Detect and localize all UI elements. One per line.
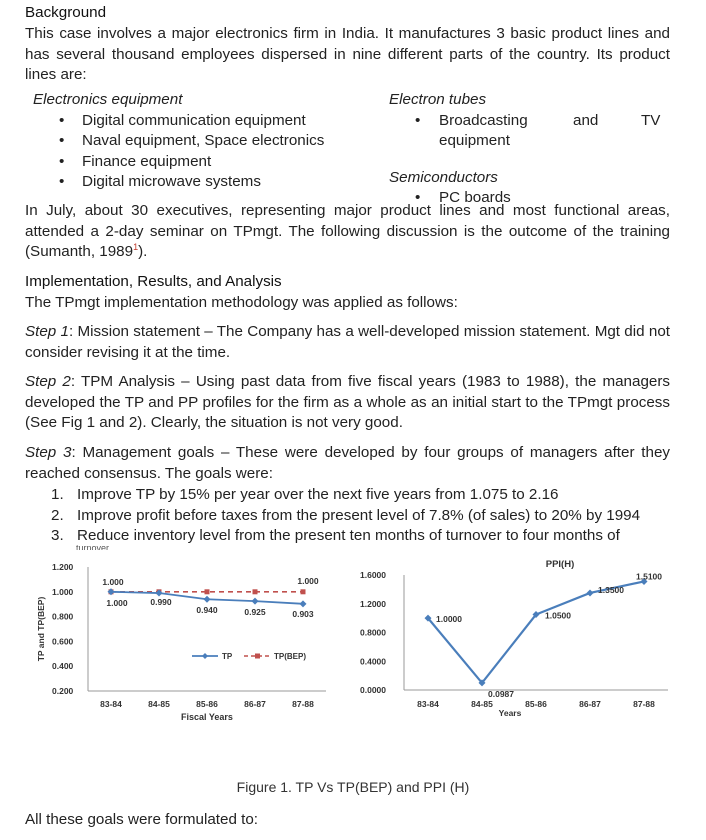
x-tick-label: 87-88: [633, 699, 655, 709]
x-tick-label: 86-87: [244, 699, 266, 709]
ppi-chart: [358, 555, 678, 730]
data-point-tp: [252, 598, 259, 605]
data-label-tp: 0.903: [292, 608, 314, 619]
y-tick-label: 1.6000: [360, 570, 386, 580]
y-tick-label: 0.400: [52, 661, 74, 672]
x-axis-title: Fiscal Years: [181, 712, 233, 722]
data-label-ppi: 1.0500: [545, 610, 571, 621]
x-tick-label: 83-84: [100, 699, 122, 709]
y-tick-label: 0.600: [52, 636, 74, 647]
data-label-ppi: 1.3500: [598, 584, 624, 595]
step-2-paragraph: Step 2: TPM Analysis – Using past data from five fiscal years (1983 to 1988), the managers developed the TP and PP profiles for the firm as a whole as an initial start to the TPmgt process (See Fig 1 and 2). Clearly, the situation is not very good.: [25, 373, 670, 431]
data-point-tp-bep: [253, 589, 258, 594]
list-item: • Broadcasting and TV equipment: [415, 111, 661, 149]
y-tick-label: 0.8000: [360, 627, 386, 638]
electron-tubes-title: Electron tubes: [389, 91, 487, 108]
data-label-tp: 1.000: [106, 597, 128, 608]
list-item: • Naval equipment, Space electronics: [55, 131, 373, 152]
background-paragraph: This case involves a major electronics firm in India. It manufactures 3 basic product lines and has several thousand employees dispersed in nine different parts of the country. Its product lines are:: [25, 25, 670, 83]
x-tick-label: 86-87: [579, 699, 601, 709]
series-line-ppi: [428, 581, 644, 682]
x-tick-label: 85-86: [525, 699, 547, 709]
data-point-tp: [204, 596, 211, 603]
semiconductors-title: Semiconductors: [389, 168, 498, 186]
step-1-paragraph: Step 1: Mission statement – The Company has a well-developed mission statement. Mgt did not consider revising it at the time.: [25, 323, 670, 361]
list-item: • Digital communication equipment: [55, 111, 373, 132]
y-tick-label: 1.000: [52, 586, 74, 597]
seminar-paragraph: In July, about 30 executives, representing major product lines and most functional areas, attended a 2-day seminar on TPmgt. The following discussion is the outcome of the training (Sumanth, 1989$^1$).: [25, 202, 670, 260]
electronics-equipment-title: Electronics equipment: [33, 91, 183, 108]
x-tick-label: 84-85: [148, 699, 170, 709]
list-item: 1. Improve TP by 15% per year over the next five years from 1.075 to 2.16: [51, 486, 559, 503]
x-tick-label: 84-85: [471, 699, 493, 709]
y-tick-label: 0.0000: [360, 685, 386, 695]
y-tick-label: 0.4000: [360, 656, 386, 667]
list-item: • Digital microwave systems: [55, 172, 373, 193]
product-list-right: [389, 90, 679, 209]
legend-marker-tp-bep: [255, 654, 260, 659]
legend-marker-tp: [202, 653, 208, 659]
y-tick-label: 1.2000: [360, 598, 386, 609]
step-3-paragraph: Step 3: Management goals – These were developed by four groups of managers after they reached consensus. The goals were:: [25, 444, 670, 482]
background-heading: Background: [25, 4, 107, 21]
footnote-marker: 1: [133, 241, 139, 252]
y-axis-title: TP and TP(BEP): [36, 596, 46, 662]
list-item: • Finance equipment: [55, 152, 373, 173]
tp-chart: [10, 555, 350, 730]
x-axis-title: Years: [498, 708, 522, 718]
data-point-tp-bep: [205, 589, 210, 594]
data-label-ppi: 0.0987: [488, 688, 514, 699]
implementation-heading: Implementation, Results, and Analysis: [25, 273, 282, 290]
y-tick-label: 0.200: [52, 686, 74, 696]
figure-caption: Figure 1. TP Vs TP(BEP) and PPI (H): [236, 779, 470, 795]
data-label-ppi: 1.5100: [636, 571, 662, 582]
x-tick-label: 87-88: [292, 699, 314, 709]
list-item: 3. Reduce inventory level from the present ten months of turnover to four months of: [51, 527, 620, 544]
chart-title: PPI(H): [545, 559, 575, 570]
data-point-tp-bep: [301, 589, 306, 594]
implementation-intro: The TPmgt implementation methodology was applied as follows:: [25, 294, 458, 311]
data-point-ppi: [587, 589, 594, 596]
list-item: • PC boards: [415, 189, 511, 206]
data-label-tp-bep: 1.000: [297, 575, 319, 586]
data-label-tp: 0.940: [196, 605, 218, 616]
x-tick-label: 85-86: [196, 699, 218, 709]
data-point-tp: [300, 600, 307, 607]
data-label-tp: 0.925: [244, 607, 266, 618]
list-item: 2. Improve profit before taxes from the present level of 7.8% (of sales) to 20% by 1994: [51, 506, 641, 524]
data-label-tp: 0.990: [150, 597, 172, 608]
legend-label-tp-bep: TP(BEP): [274, 652, 306, 661]
y-tick-label: 0.800: [52, 611, 74, 622]
legend-label-tp: TP: [222, 652, 233, 661]
goals-list: [51, 485, 676, 547]
x-tick-label: 83-84: [417, 699, 439, 709]
product-list-left: [33, 90, 373, 193]
clipped-text: turnover: [76, 544, 110, 550]
y-tick-label: 1.200: [52, 562, 74, 572]
data-label-tp-bep: 1.000: [102, 576, 124, 587]
closing-line: All these goals were formulated to:: [25, 811, 258, 828]
data-label-ppi: 1.0000: [436, 614, 462, 625]
